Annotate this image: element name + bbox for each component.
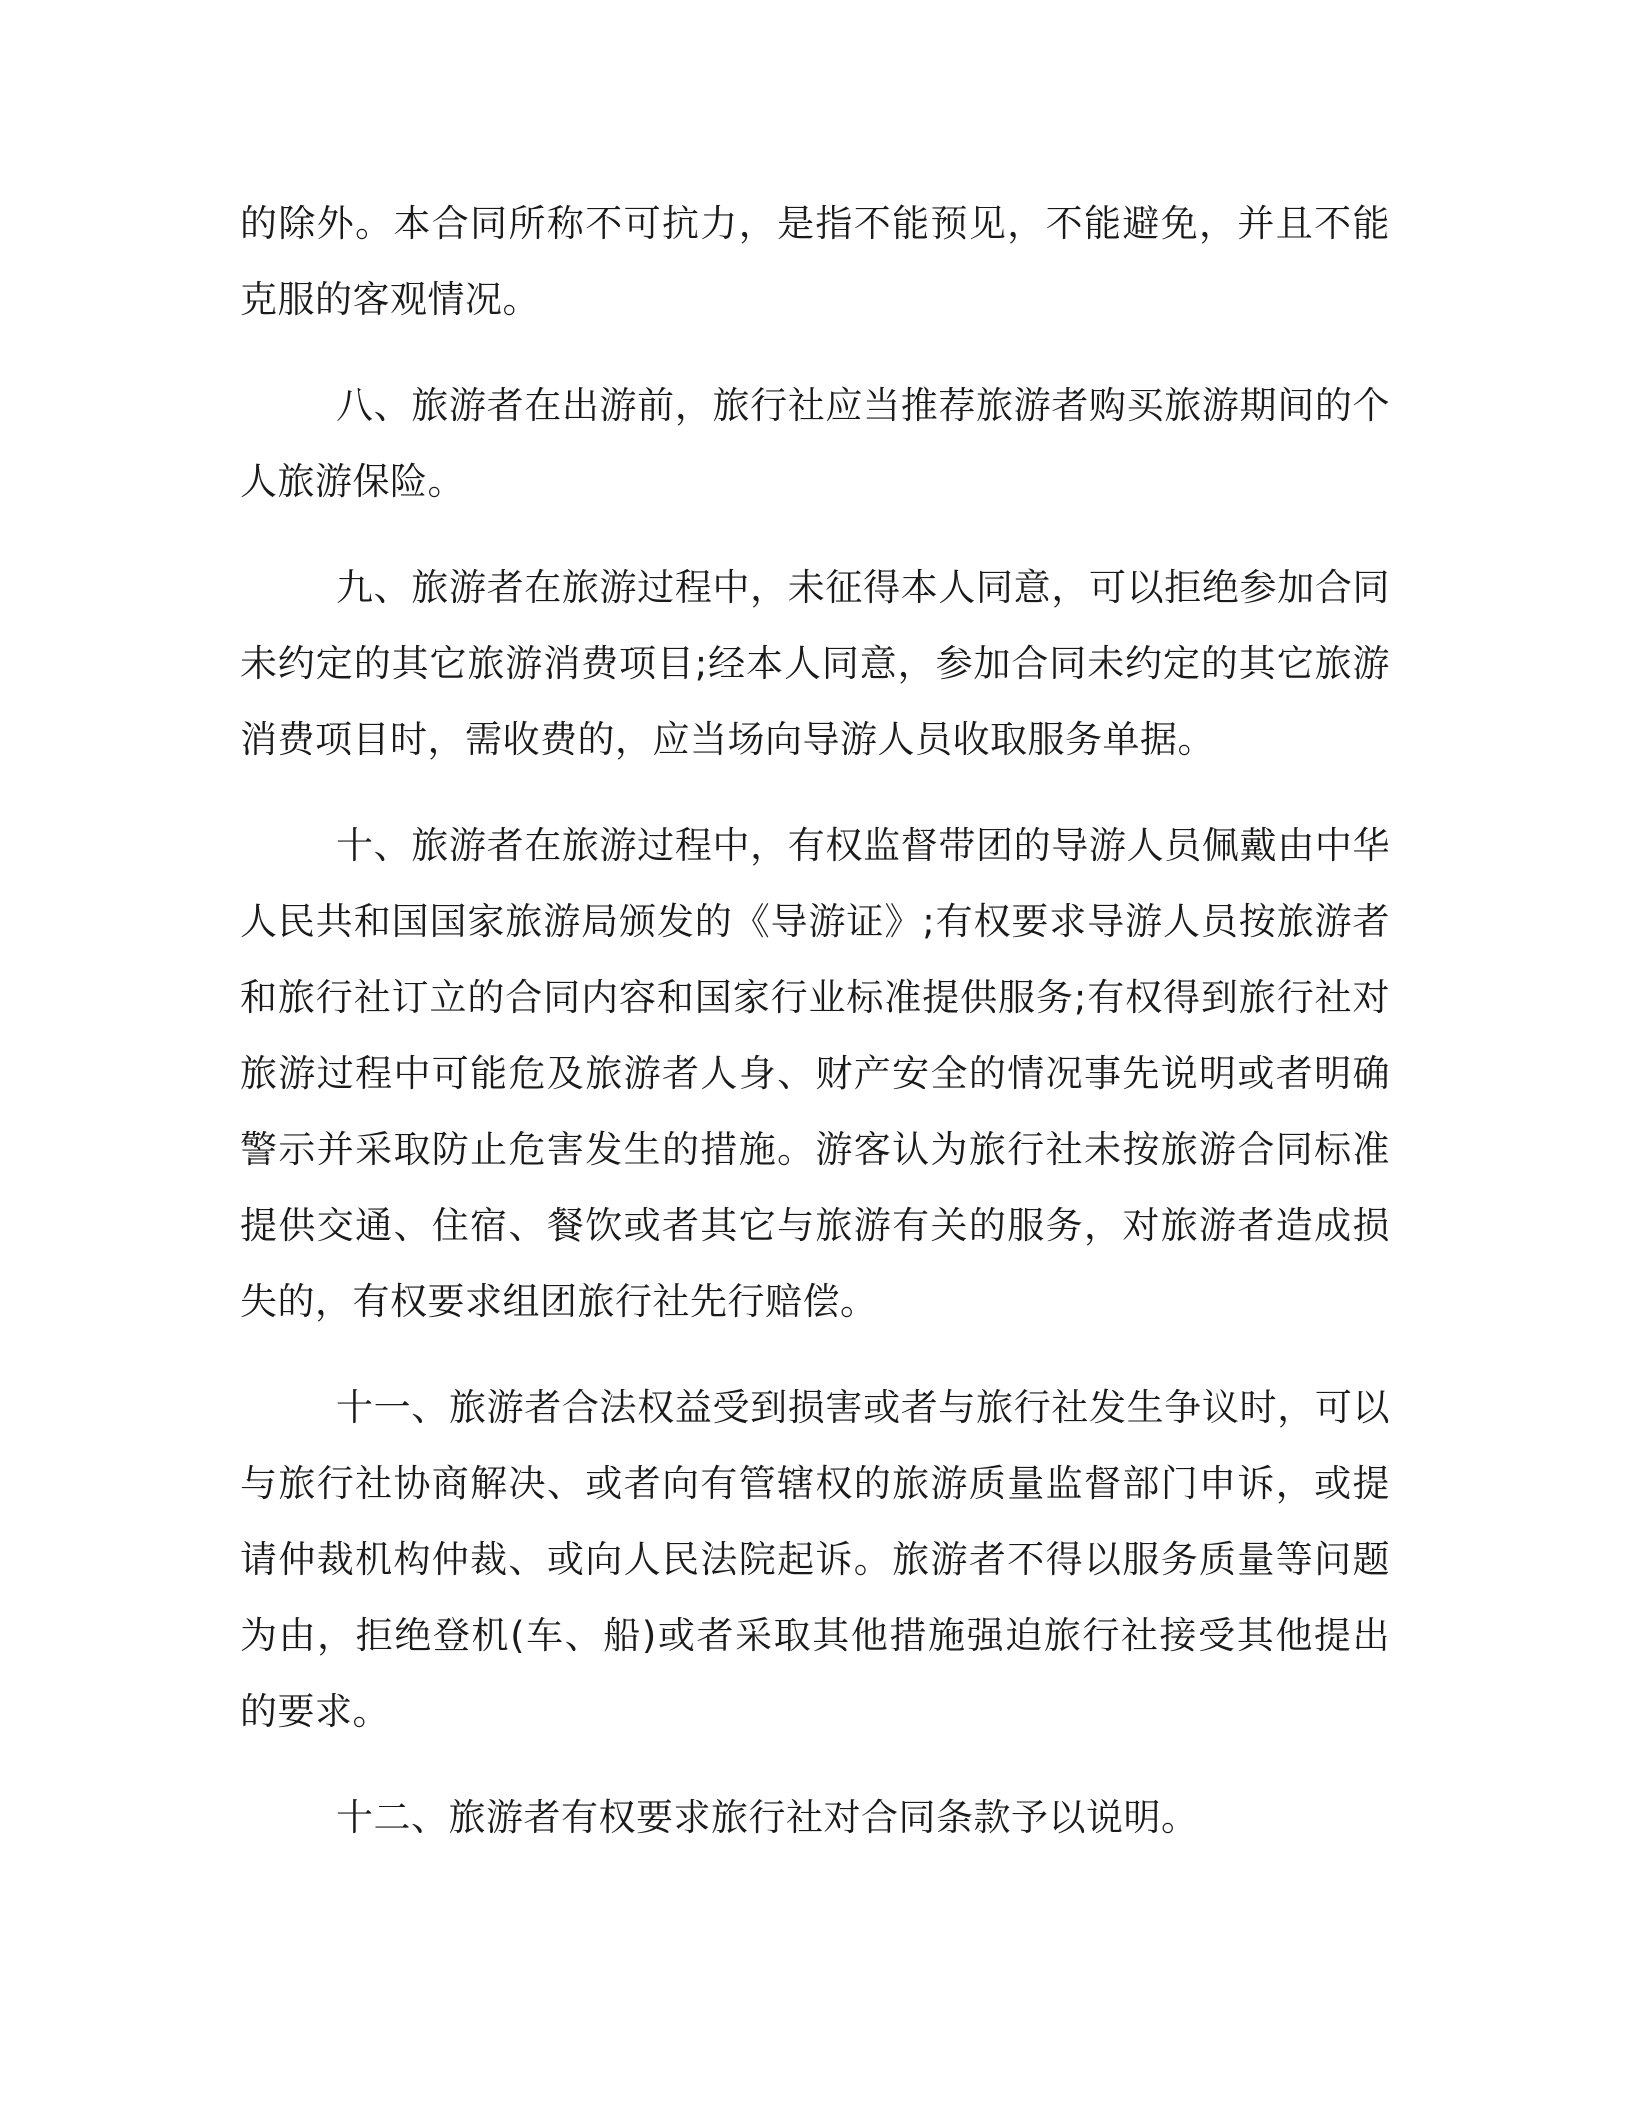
paragraph-clause-8: 八、旅游者在出游前，旅行社应当推荐旅游者购买旅游期间的个人旅游保险。 — [240, 384, 1390, 503]
paragraph-clause-11: 十一、旅游者合法权益受到损害或者与旅行社发生争议时，可以与旅行社协商解决、或者向有管辖权的旅游质量监督部门申诉，或提请仲裁机构仲裁、或向人民法院起诉。旅游者不得以服务质量等问题为由，拒绝登机(车、船)或者采取其他措施强迫旅行社接受其他提出的要求。 — [240, 1386, 1390, 1733]
paragraph-clause-12: 十二、旅游者有权要求旅行社对合同条款予以说明。 — [336, 1796, 1199, 1839]
document-page — [240, 186, 1390, 1856]
paragraph-continuation: 的除外。本合同所称不可抗力，是指不能预见，不能避免，并且不能克服的客观情况。 — [240, 202, 1390, 321]
paragraph-clause-10: 十、旅游者在旅游过程中，有权监督带团的导游人员佩戴由中华人民共和国国家旅游局颁发的《导游证》;有权要求导游人员按旅游者和旅行社订立的合同内容和国家行业标准提供服务;有权得到旅行社对旅游过程中可能危及旅游者人身、财产安全的情况事先说明或者明确警示并采取防止危害发生的措施。游客认为旅行社未按旅游合同标准提供交通、住宿、餐饮或者其它与旅游有关的服务，对旅游者造成损失的，有权要求组团旅行社先行赔偿。 — [240, 824, 1390, 1323]
paragraph-clause-9: 九、旅游者在旅游过程中，未征得本人同意，可以拒绝参加合同未约定的其它旅游消费项目;经本人同意，参加合同未约定的其它旅游消费项目时，需收费的，应当场向导游人员收取服务单据。 — [240, 566, 1390, 761]
